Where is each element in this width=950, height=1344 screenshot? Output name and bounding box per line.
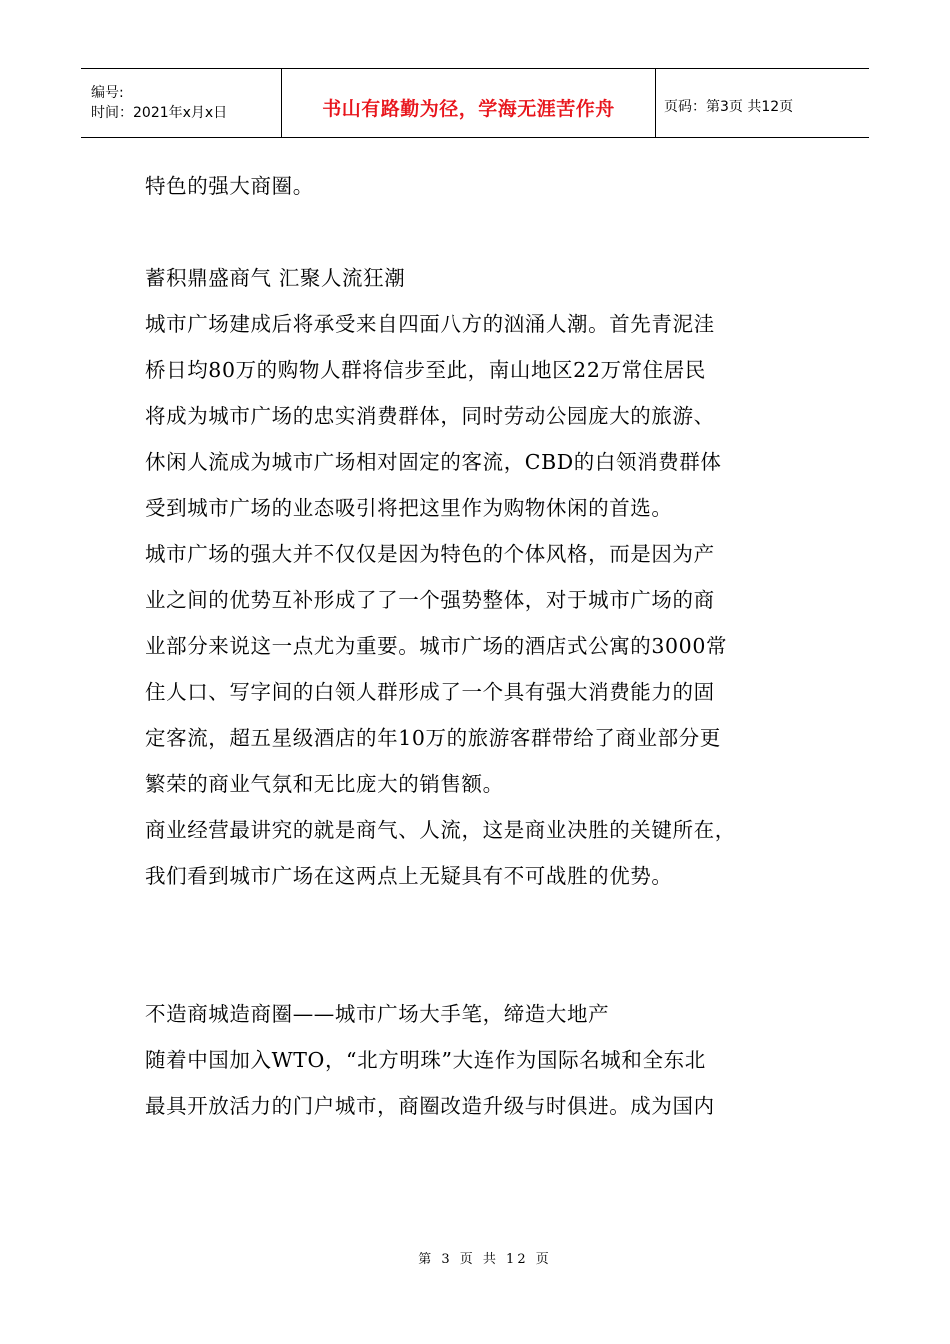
text-line: 将成为城市广场的忠实消费群体，同时劳动公园庞大的旅游、 — [145, 404, 715, 428]
page-footer: 第 3 页 共 12 页 — [418, 1252, 552, 1267]
text-line: 休闲人流成为城市广场相对固定的客流，CBD的白领消费群体 — [145, 450, 722, 474]
text-line: 繁荣的商业气氛和无比庞大的销售额。 — [145, 772, 504, 796]
text-line: 业部分来说这一点尤为重要。城市广场的酒店式公寓的3000常 — [145, 634, 728, 658]
text-line: 城市广场的强大并不仅仅是因为特色的个体风格，而是因为产 — [145, 542, 715, 566]
header-page-cell — [656, 69, 869, 137]
document-header — [81, 68, 869, 138]
header-meta — [81, 69, 282, 137]
header-motto: 书山有路勤为径，学海无涯苦作舟 — [322, 97, 615, 120]
text-line: 我们看到城市广场在这两点上无疑具有不可战胜的优势。 — [145, 864, 673, 888]
header-motto-cell — [282, 69, 656, 137]
doc-time-label: 时间：2021年x月x日 — [91, 105, 228, 121]
paragraph-gap — [145, 209, 825, 255]
text-line: 桥日均80万的购物人群将信步至此，南山地区22万常住居民 — [145, 358, 706, 382]
paragraph-gap — [145, 899, 825, 991]
text-line: 城市广场建成后将承受来自四面八方的汹涌人潮。首先青泥洼 — [145, 312, 715, 336]
text-line: 最具开放活力的门户城市，商圈改造升级与时俱进。成为国内 — [145, 1094, 715, 1118]
document-body — [145, 163, 825, 1129]
text-line: 特色的强大商圈。 — [145, 174, 314, 198]
doc-number-label: 编号: — [91, 85, 124, 101]
header-page-info: 页码：第3页 共12页 — [664, 99, 794, 115]
text-line: 业之间的优势互补形成了了一个强势整体，对于城市广场的商 — [145, 588, 715, 612]
text-line: 随着中国加入WTO，“北方明珠”大连作为国际名城和全东北 — [145, 1048, 706, 1072]
section-heading: 蓄积鼎盛商气 汇聚人流狂潮 — [145, 266, 406, 290]
text-line: 定客流，超五星级酒店的年10万的旅游客群带给了商业部分更 — [145, 726, 721, 750]
text-line: 受到城市广场的业态吸引将把这里作为购物休闲的首选。 — [145, 496, 673, 520]
text-line: 住人口、写字间的白领人群形成了一个具有强大消费能力的固 — [145, 680, 715, 704]
text-line: 商业经营最讲究的就是商气、人流，这是商业决胜的关键所在， — [145, 818, 736, 842]
section-heading: 不造商城造商圈——城市广场大手笔，缔造大地产 — [145, 1002, 610, 1026]
